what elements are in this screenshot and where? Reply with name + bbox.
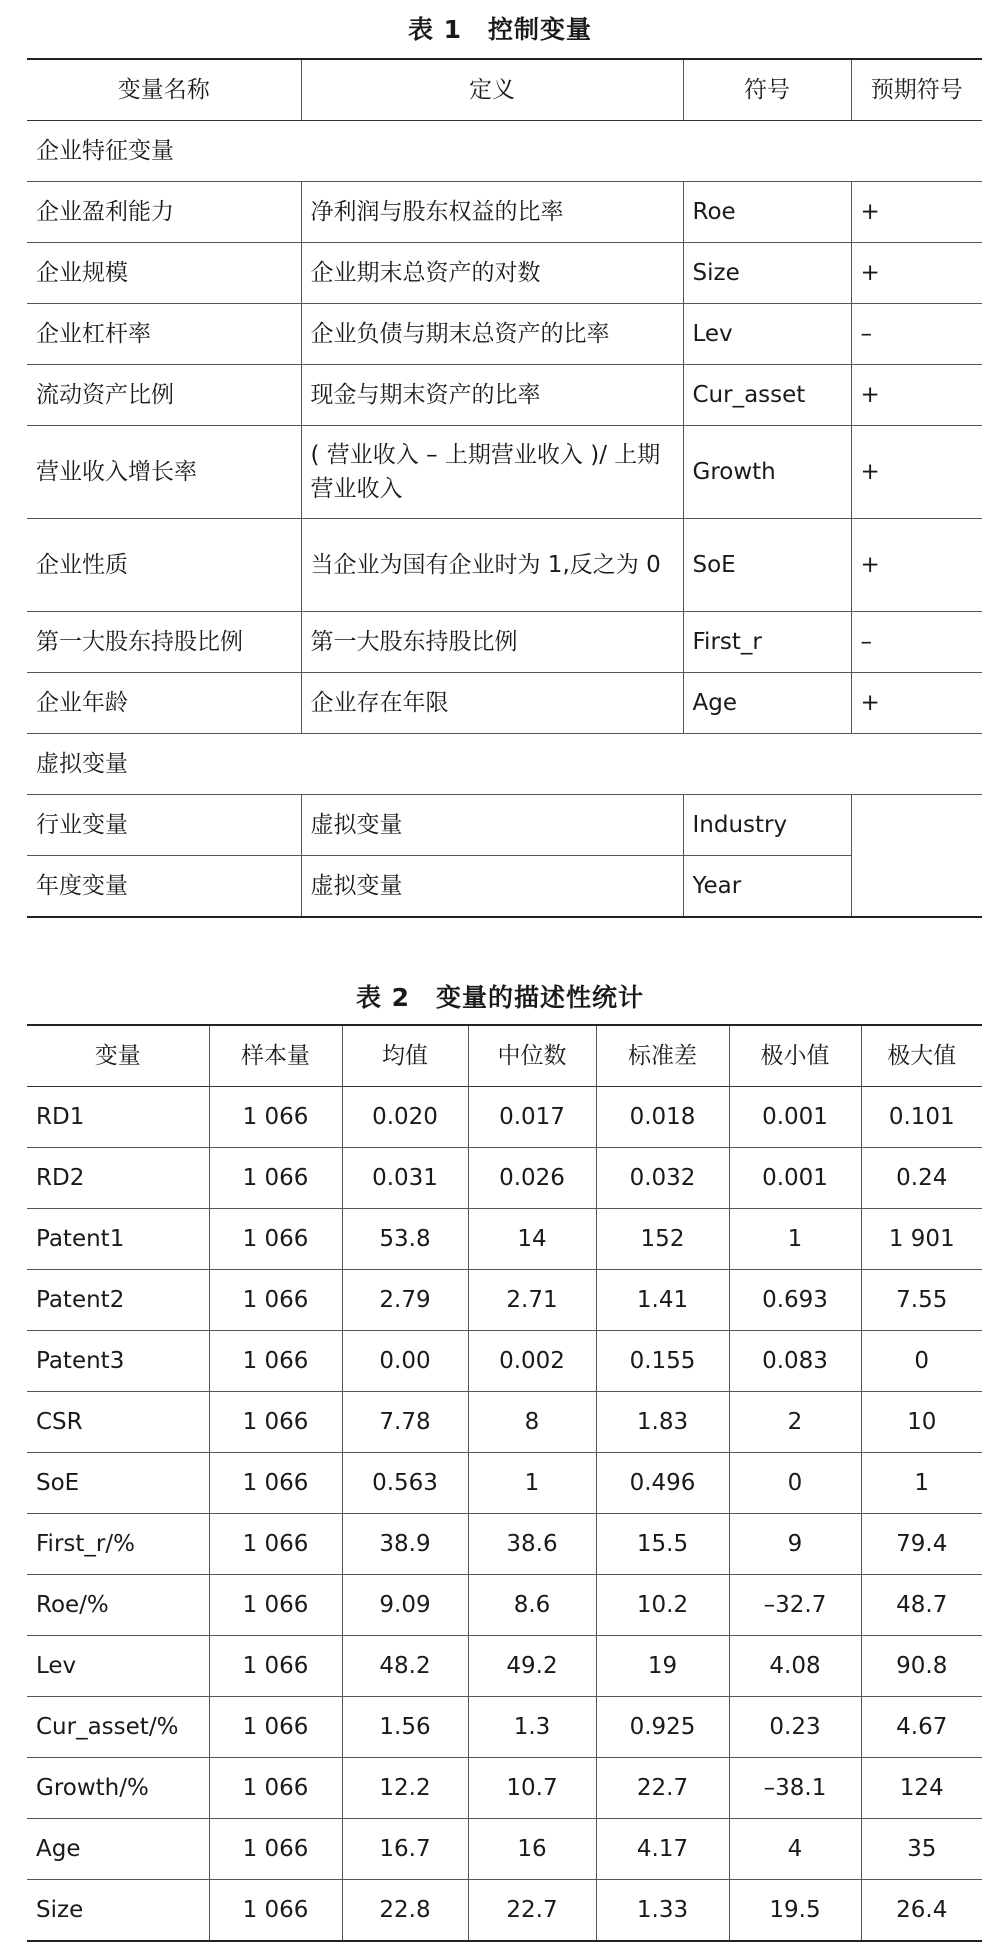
table1-header-row (27, 59, 982, 121)
cell-min: 2 (729, 1392, 861, 1453)
cell-max: 4.67 (861, 1697, 982, 1758)
cell-median: 2.71 (468, 1270, 596, 1331)
cell-median: 8.6 (468, 1575, 596, 1636)
cell-median: 1 (468, 1453, 596, 1514)
table-row (27, 365, 982, 426)
descriptive-statistics-table (27, 1024, 982, 1942)
variable-symbol: Size (683, 243, 851, 304)
table1-caption: 表 1 控制变量 (407, 15, 593, 44)
cell-mean: 0.020 (342, 1087, 468, 1148)
cell-sample-size: 1 066 (209, 1880, 342, 1942)
table-row (27, 182, 982, 243)
expected-sign: + (851, 426, 982, 519)
section-label: 企业特征变量 (27, 121, 982, 182)
cell-max: 1 901 (861, 1209, 982, 1270)
variable-symbol: Growth (683, 426, 851, 519)
table2-caption: 表 2 变量的描述性统计 (355, 983, 645, 1012)
cell-variable: Patent1 (27, 1209, 209, 1270)
header-variable: 变量 (27, 1025, 209, 1087)
cell-mean: 48.2 (342, 1636, 468, 1697)
header-min: 极小值 (729, 1025, 861, 1087)
header-definition: 定义 (301, 59, 683, 121)
cell-std-dev: 19 (596, 1636, 729, 1697)
cell-sample-size: 1 066 (209, 1209, 342, 1270)
cell-sample-size: 1 066 (209, 1148, 342, 1209)
table-row (27, 1575, 982, 1636)
cell-max: 35 (861, 1819, 982, 1880)
variable-symbol: Age (683, 673, 851, 734)
cell-std-dev: 4.17 (596, 1819, 729, 1880)
cell-min: 0.001 (729, 1148, 861, 1209)
table-row (27, 795, 982, 856)
cell-max: 79.4 (861, 1514, 982, 1575)
variable-definition: 企业负债与期末总资产的比率 (301, 304, 683, 365)
cell-sample-size: 1 066 (209, 1819, 342, 1880)
variable-symbol: Roe (683, 182, 851, 243)
cell-mean: 1.56 (342, 1697, 468, 1758)
cell-std-dev: 0.496 (596, 1453, 729, 1514)
table-row (27, 673, 982, 734)
table-row (27, 1087, 982, 1148)
variable-definition: 虚拟变量 (301, 795, 683, 856)
cell-sample-size: 1 066 (209, 1636, 342, 1697)
cell-mean: 22.8 (342, 1880, 468, 1942)
cell-variable: First_r/% (27, 1514, 209, 1575)
section-row (27, 734, 982, 795)
cell-std-dev: 1.83 (596, 1392, 729, 1453)
cell-mean: 38.9 (342, 1514, 468, 1575)
table-row (27, 1514, 982, 1575)
cell-max: 0 (861, 1331, 982, 1392)
cell-std-dev: 15.5 (596, 1514, 729, 1575)
variable-definition: 现金与期末资产的比率 (301, 365, 683, 426)
cell-std-dev: 0.155 (596, 1331, 729, 1392)
cell-sample-size: 1 066 (209, 1575, 342, 1636)
expected-sign: + (851, 519, 982, 612)
cell-max: 7.55 (861, 1270, 982, 1331)
variable-definition: 第一大股东持股比例 (301, 612, 683, 673)
variable-name: 企业规模 (27, 243, 301, 304)
cell-sample-size: 1 066 (209, 1392, 342, 1453)
cell-mean: 2.79 (342, 1270, 468, 1331)
cell-min: 9 (729, 1514, 861, 1575)
cell-mean: 16.7 (342, 1819, 468, 1880)
cell-min: 19.5 (729, 1880, 861, 1942)
expected-sign-empty (851, 795, 982, 918)
table-row (27, 1148, 982, 1209)
header-std-dev: 标准差 (596, 1025, 729, 1087)
expected-sign: – (851, 612, 982, 673)
cell-mean: 53.8 (342, 1209, 468, 1270)
cell-variable: SoE (27, 1453, 209, 1514)
table-row (27, 426, 982, 519)
cell-median: 22.7 (468, 1880, 596, 1942)
table-row (27, 1880, 982, 1942)
header-sample-size: 样本量 (209, 1025, 342, 1087)
expected-sign: – (851, 304, 982, 365)
cell-median: 38.6 (468, 1514, 596, 1575)
cell-median: 1.3 (468, 1697, 596, 1758)
variable-symbol: Industry (683, 795, 851, 856)
variable-name: 企业盈利能力 (27, 182, 301, 243)
variable-definition: 企业期末总资产的对数 (301, 243, 683, 304)
cell-sample-size: 1 066 (209, 1453, 342, 1514)
cell-mean: 0.00 (342, 1331, 468, 1392)
table-row (27, 243, 982, 304)
cell-variable: Patent3 (27, 1331, 209, 1392)
header-max: 极大值 (861, 1025, 982, 1087)
cell-max: 48.7 (861, 1575, 982, 1636)
table-row (27, 1331, 982, 1392)
cell-median: 10.7 (468, 1758, 596, 1819)
variable-name: 企业性质 (27, 519, 301, 612)
variable-name: 行业变量 (27, 795, 301, 856)
variable-definition: 当企业为国有企业时为 1,反之为 0 (301, 519, 683, 612)
table-row (27, 1453, 982, 1514)
variable-symbol: Lev (683, 304, 851, 365)
cell-variable: CSR (27, 1392, 209, 1453)
cell-std-dev: 1.33 (596, 1880, 729, 1942)
cell-std-dev: 152 (596, 1209, 729, 1270)
cell-mean: 12.2 (342, 1758, 468, 1819)
table-row (27, 1819, 982, 1880)
cell-min: 0.23 (729, 1697, 861, 1758)
cell-variable: Cur_asset/% (27, 1697, 209, 1758)
header-variable-name: 变量名称 (27, 59, 301, 121)
cell-sample-size: 1 066 (209, 1514, 342, 1575)
table-row (27, 1270, 982, 1331)
expected-sign: + (851, 673, 982, 734)
cell-mean: 7.78 (342, 1392, 468, 1453)
cell-variable: Size (36, 1897, 84, 1923)
variable-name: 流动资产比例 (27, 365, 301, 426)
cell-std-dev: 10.2 (596, 1575, 729, 1636)
cell-max: 90.8 (861, 1636, 982, 1697)
expected-sign: + (851, 182, 982, 243)
table-row (27, 612, 982, 673)
table-row (27, 1697, 982, 1758)
cell-sample-size: 1 066 (209, 1087, 342, 1148)
cell-min: –38.1 (729, 1758, 861, 1819)
variable-symbol: Year (683, 856, 851, 918)
cell-max: 0.101 (861, 1087, 982, 1148)
variable-name: 营业收入增长率 (27, 426, 301, 519)
cell-std-dev: 22.7 (596, 1758, 729, 1819)
cell-median: 0.026 (468, 1148, 596, 1209)
cell-variable: Lev (27, 1636, 209, 1697)
header-symbol: 符号 (683, 59, 851, 121)
cell-variable: Roe/% (27, 1575, 209, 1636)
cell-std-dev: 1.41 (596, 1270, 729, 1331)
table-row (27, 1636, 982, 1697)
cell-median: 49.2 (468, 1636, 596, 1697)
cell-sample-size: 1 066 (209, 1758, 342, 1819)
variable-symbol: Cur_asset (683, 365, 851, 426)
cell-sample-size: 1 066 (209, 1697, 342, 1758)
cell-mean: 9.09 (342, 1575, 468, 1636)
header-mean: 均值 (342, 1025, 468, 1087)
header-median: 中位数 (468, 1025, 596, 1087)
cell-min: 0 (729, 1453, 861, 1514)
cell-max: 0.24 (861, 1148, 982, 1209)
variable-name: 企业杠杆率 (27, 304, 301, 365)
header-expected-sign: 预期符号 (851, 59, 982, 121)
section-label: 虚拟变量 (27, 734, 982, 795)
cell-min: 0.083 (729, 1331, 861, 1392)
cell-min: –32.7 (729, 1575, 861, 1636)
cell-max: 1 (861, 1453, 982, 1514)
cell-median: 16 (468, 1819, 596, 1880)
variable-definition: 企业存在年限 (301, 673, 683, 734)
cell-variable: Age (27, 1819, 209, 1880)
cell-max: 26.4 (861, 1880, 982, 1942)
variable-symbol: First_r (683, 612, 851, 673)
expected-sign: + (851, 243, 982, 304)
cell-variable: Growth/% (27, 1758, 209, 1819)
cell-mean: 0.031 (342, 1148, 468, 1209)
variable-symbol: SoE (683, 519, 851, 612)
table-row (27, 1392, 982, 1453)
expected-sign: + (851, 365, 982, 426)
cell-min: 4.08 (729, 1636, 861, 1697)
cell-max: 124 (861, 1758, 982, 1819)
cell-variable: RD2 (27, 1148, 209, 1209)
table-row (27, 856, 982, 918)
cell-min: 1 (729, 1209, 861, 1270)
variable-definition: 虚拟变量 (301, 856, 683, 918)
cell-median: 14 (468, 1209, 596, 1270)
table-row (27, 304, 982, 365)
variable-name: 年度变量 (27, 856, 301, 918)
cell-mean: 0.563 (342, 1453, 468, 1514)
cell-min: 0.001 (729, 1087, 861, 1148)
cell-median: 8 (468, 1392, 596, 1453)
cell-std-dev: 0.925 (596, 1697, 729, 1758)
table-row (27, 1209, 982, 1270)
section-row (27, 121, 982, 182)
control-variables-table (27, 58, 982, 918)
cell-std-dev: 0.018 (596, 1087, 729, 1148)
cell-sample-size: 1 066 (209, 1331, 342, 1392)
cell-sample-size: 1 066 (209, 1270, 342, 1331)
variable-definition: ( 营业收入 – 上期营业收入 )/ 上期营业收入 (301, 426, 683, 519)
cell-min: 0.693 (729, 1270, 861, 1331)
variable-name: 企业年龄 (27, 673, 301, 734)
table-row (27, 519, 982, 612)
variable-name: 第一大股东持股比例 (27, 612, 301, 673)
cell-variable: Patent2 (27, 1270, 209, 1331)
cell-std-dev: 0.032 (596, 1148, 729, 1209)
cell-median: 0.002 (468, 1331, 596, 1392)
table2-header-row (27, 1025, 982, 1087)
table-row (27, 1758, 982, 1819)
cell-max: 10 (861, 1392, 982, 1453)
cell-min: 4 (729, 1819, 861, 1880)
cell-variable: RD1 (27, 1087, 209, 1148)
variable-definition: 净利润与股东权益的比率 (301, 182, 683, 243)
cell-median: 0.017 (468, 1087, 596, 1148)
